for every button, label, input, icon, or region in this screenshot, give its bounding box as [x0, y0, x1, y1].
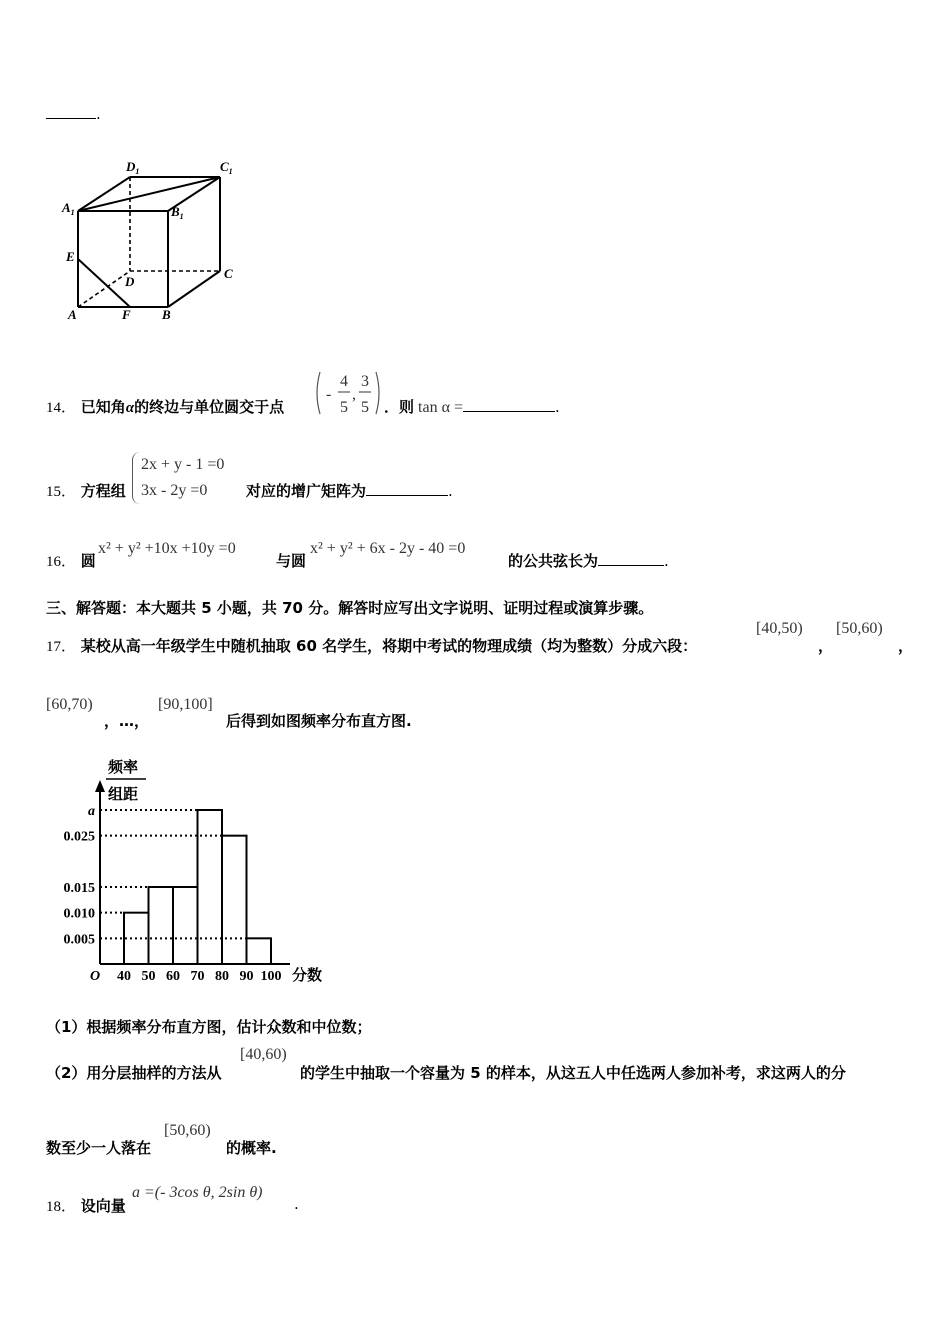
point-coordinates: [312, 368, 384, 418]
question-14: 14． 已知角α的终边与单位圆交于点: [46, 398, 285, 416]
y-tick-label: 0.010: [63, 906, 95, 922]
y-axis-label-bottom: 组距: [108, 787, 139, 803]
y-tick-label: 0.025: [63, 829, 95, 845]
question-17-part-2: （2）用分层抽样的方法从: [46, 1064, 222, 1082]
segment-ef: [78, 259, 130, 307]
interval-50-60: [50,60): [836, 620, 883, 637]
x-tick-label: 80: [215, 969, 229, 984]
svg-text:-: -: [326, 386, 332, 403]
question-17-part-1: （1）根据频率分布直方图，估计众数和中位数；: [46, 1018, 372, 1036]
label-a1: $A_1$: [62, 200, 75, 217]
interval-60-70: [60,70): [46, 696, 93, 713]
y-axis-label-top: 频率: [108, 760, 139, 776]
question-18: 18． 设向量: [46, 1197, 126, 1215]
separator: ，: [818, 637, 834, 655]
x-tick-label: 70: [190, 969, 205, 984]
histogram-bar: [173, 887, 198, 964]
histogram-bar: [149, 887, 174, 964]
answer-blank: [366, 481, 448, 496]
separator-ellipsis: ，…，: [104, 712, 150, 730]
label-e: E: [66, 249, 75, 264]
question-17: 17． 某校从高一年级学生中随机抽取 60 名学生，将期中考试的物理成绩（均为整数）分成六段：: [46, 637, 698, 655]
question-14-tail: ．则 tan α = .: [384, 398, 560, 416]
y-tick-label: a: [88, 804, 95, 819]
svg-text:5: 5: [340, 399, 348, 416]
question-15-tail: 对应的增广矩阵为 .: [246, 482, 453, 500]
question-17-part-2-line2: 数至少一人落在: [46, 1139, 152, 1157]
interval-40-60: [40,60): [240, 1046, 287, 1063]
svg-text:3: 3: [361, 373, 369, 390]
histogram-bar: [198, 810, 223, 964]
interval-40-50: [40,50): [756, 620, 803, 637]
x-tick-label: 100: [260, 969, 282, 984]
circle-1-equation: x² + y² +10x +10y =0: [98, 540, 236, 557]
svg-text:4: 4: [340, 373, 348, 390]
separator: ，: [898, 637, 914, 655]
interval-50-60-b: [50,60): [164, 1122, 211, 1139]
x-axis-label: 分数: [292, 968, 323, 984]
question-15-number: 15． 方程组: [46, 482, 126, 500]
label-a: A: [68, 307, 77, 322]
origin-label: O: [90, 969, 101, 984]
edge-bc: [168, 271, 220, 307]
y-tick-label: 0.015: [63, 881, 95, 896]
top-blank: .: [46, 104, 101, 123]
answer-blank: [463, 397, 555, 412]
section-heading: 三、解答题：本大题共 5 小题，共 70 分。解答时应写出文字说明、证明过程或演算步骤。: [46, 599, 654, 617]
diagonal-a1c1: [78, 177, 220, 211]
label-d: D: [125, 274, 135, 289]
x-tick-label: 50: [141, 969, 156, 984]
svg-text:,: ,: [352, 386, 356, 403]
label-c1: $C_1$: [220, 159, 233, 176]
question-16-connector: 与圆: [276, 552, 307, 570]
question-18-end: .: [294, 1195, 299, 1213]
question-16: 16． 圆: [46, 552, 96, 570]
label-b: B: [162, 307, 171, 322]
answer-blank: [598, 551, 664, 566]
label-d1: $D_1$: [126, 159, 140, 176]
cube-figure: [58, 155, 248, 325]
vector-expression: a =(- 3cos θ, 2sin θ): [132, 1184, 263, 1201]
histogram-bar: [247, 938, 272, 964]
label-c: C: [224, 266, 233, 281]
y-tick-label: 0.005: [63, 932, 95, 948]
x-tick-label: 90: [239, 969, 254, 984]
hidden-edge-ad: [78, 271, 130, 307]
question-16-tail: 的公共弦长为 .: [508, 552, 669, 570]
question-17-part-2-cont: 的学生中抽取一个容量为 5 的样本，从这五人中任选两人参加补考，求这两人的分: [300, 1064, 846, 1082]
histogram-bar: [222, 836, 247, 964]
answer-blank: [46, 104, 96, 119]
edge-a1d1: [78, 177, 130, 211]
x-tick-label: 60: [166, 969, 180, 984]
question-17-part-2-end: 的概率.: [226, 1139, 277, 1157]
frequency-histogram: [40, 752, 340, 988]
y-axis-arrow: [95, 780, 105, 792]
equation-system: 2x + y - 1 =0 3x - 2y =0: [132, 452, 251, 504]
svg-text:5: 5: [361, 399, 369, 416]
x-tick-label: 40: [117, 969, 131, 984]
label-f: F: [122, 307, 131, 322]
label-b1: $B_1$: [171, 204, 184, 221]
question-17-figure-ref: 后得到如图频率分布直方图.: [226, 712, 412, 730]
circle-2-equation: x² + y² + 6x - 2y - 40 =0: [310, 540, 466, 557]
interval-90-100: [90,100]: [158, 696, 213, 713]
